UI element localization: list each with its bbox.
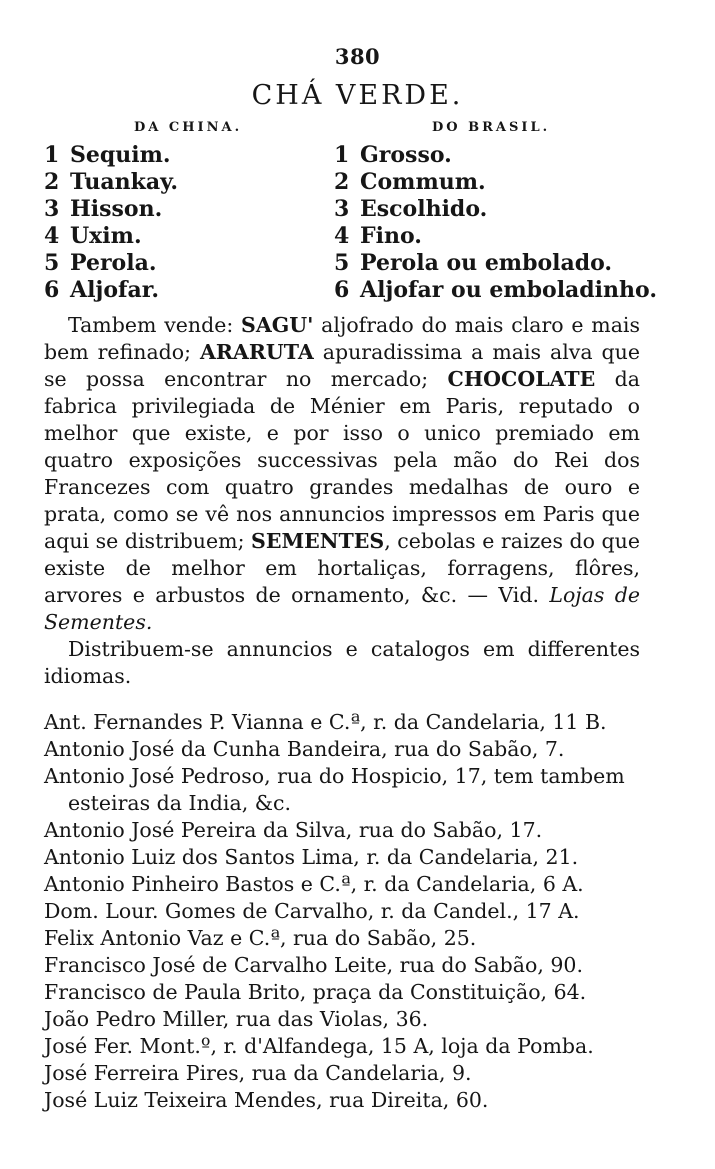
text-run: Tambem vende: bbox=[68, 313, 242, 337]
product-araruta: ARARUTA bbox=[199, 340, 314, 364]
tea-name: Aljofar. bbox=[70, 277, 160, 303]
tea-item bbox=[44, 277, 178, 304]
dealer-entry: João Pedro Miller, rua das Violas, 36. bbox=[44, 1007, 429, 1031]
tea-item bbox=[44, 223, 178, 250]
tea-name: Aljofar ou emboladinho. bbox=[360, 277, 657, 303]
tea-number: 4 bbox=[334, 223, 350, 249]
page-number: 380 bbox=[334, 44, 381, 69]
tea-name: Commum. bbox=[360, 169, 486, 195]
text-run: aljofrado do mais claro e mais bem refinado; bbox=[44, 313, 641, 364]
tea-number: 3 bbox=[334, 196, 350, 222]
tea-item bbox=[44, 196, 178, 223]
tea-item bbox=[334, 196, 657, 223]
tea-number: 1 bbox=[334, 142, 350, 168]
tea-name: Tuankay. bbox=[70, 169, 179, 195]
tea-item bbox=[44, 142, 178, 169]
text-run: da fabrica privilegiada de Ménier em Paris, reputado o melhor que existe, e por isso o unico premiado em quatro exposições successivas pela mão do Rei dos Francezes com quatro grandes medalhas de ouro e prata, como se vê nos annuncios impressos em Paris que aqui se distribuem; bbox=[44, 367, 640, 553]
tea-name: Uxim. bbox=[70, 223, 142, 249]
tea-number: 6 bbox=[44, 277, 60, 303]
dealer-entry: Ant. Fernandes P. Vianna e C.ª, r. da Candelaria, 11 B. bbox=[44, 710, 607, 734]
tea-number: 5 bbox=[334, 250, 350, 276]
dealer-entry: Antonio José da Cunha Bandeira, rua do Sabão, 7. bbox=[44, 737, 565, 761]
tea-item bbox=[44, 250, 178, 277]
text-run: apuradissima a mais alva que se possa encontrar no mercado; bbox=[44, 340, 640, 391]
brasil-tea-list bbox=[334, 142, 657, 304]
dealer-entry: Dom. Lour. Gomes de Carvalho, r. da Candel., 17 A. bbox=[44, 899, 580, 923]
tea-number: 2 bbox=[44, 169, 60, 195]
tea-name: Grosso. bbox=[360, 142, 452, 168]
products-paragraph bbox=[44, 312, 640, 636]
tea-name: Escolhido. bbox=[360, 196, 488, 222]
dealer-entry: Antonio José Pedroso, rua do Hospicio, 17, tem tambem esteiras da India, &c. bbox=[44, 764, 625, 815]
distribution-paragraph: Distribuem-se annuncios e catalogos em differentes idiomas. bbox=[44, 637, 640, 688]
product-sementes: SEMENTES bbox=[251, 529, 385, 553]
column-heading-brasil: DO BRASIL. bbox=[432, 120, 551, 135]
dealer-entry: José Fer. Mont.º, r. d'Alfandega, 15 A, loja da Pomba. bbox=[44, 1034, 594, 1058]
dealer-list bbox=[44, 709, 644, 1114]
tea-number: 6 bbox=[334, 277, 350, 303]
column-heading-china: DA CHINA. bbox=[134, 120, 243, 135]
tea-number: 4 bbox=[44, 223, 60, 249]
tea-item bbox=[334, 250, 657, 277]
dealer-entry: Antonio Pinheiro Bastos e C.ª, r. da Candelaria, 6 A. bbox=[44, 872, 584, 896]
tea-number: 3 bbox=[44, 196, 60, 222]
cross-reference: Lojas de Sementes. bbox=[44, 583, 640, 634]
tea-name: Hisson. bbox=[70, 196, 163, 222]
tea-name: Perola ou embolado. bbox=[360, 250, 613, 276]
tea-item bbox=[44, 169, 178, 196]
dealer-entry: Francisco José de Carvalho Leite, rua do Sabão, 90. bbox=[44, 953, 583, 977]
text-run: , cebolas e raizes do que existe de melhor em hortaliças, forragens, flôres, arvores e arbustos de ornamento, &c. — Vid. bbox=[44, 529, 641, 607]
dealer-entry: José Luiz Teixeira Mendes, rua Direita, 60. bbox=[44, 1088, 489, 1112]
tea-item bbox=[334, 169, 657, 196]
tea-name: Perola. bbox=[70, 250, 157, 276]
tea-item bbox=[334, 142, 657, 169]
tea-item bbox=[334, 277, 657, 304]
dealer-entry: Felix Antonio Vaz e C.ª, rua do Sabão, 25. bbox=[44, 926, 477, 950]
tea-item bbox=[334, 223, 657, 250]
tea-number: 2 bbox=[334, 169, 350, 195]
tea-number: 5 bbox=[44, 250, 60, 276]
product-sagu: SAGU' bbox=[241, 313, 314, 337]
section-title: CHÁ VERDE. bbox=[251, 80, 464, 111]
china-tea-list bbox=[44, 142, 178, 304]
dealer-entry: José Ferreira Pires, rua da Candelaria, 9. bbox=[44, 1061, 472, 1085]
dealer-entry: Antonio José Pereira da Silva, rua do Sabão, 17. bbox=[44, 818, 543, 842]
tea-name: Fino. bbox=[360, 223, 422, 249]
tea-number: 1 bbox=[44, 142, 60, 168]
tea-name: Sequim. bbox=[70, 142, 171, 168]
product-chocolate: CHOCOLATE bbox=[447, 367, 596, 391]
dealer-entry: Francisco de Paula Brito, praça da Constituição, 64. bbox=[44, 980, 587, 1004]
dealer-entry: Antonio Luiz dos Santos Lima, r. da Candelaria, 21. bbox=[44, 845, 579, 869]
